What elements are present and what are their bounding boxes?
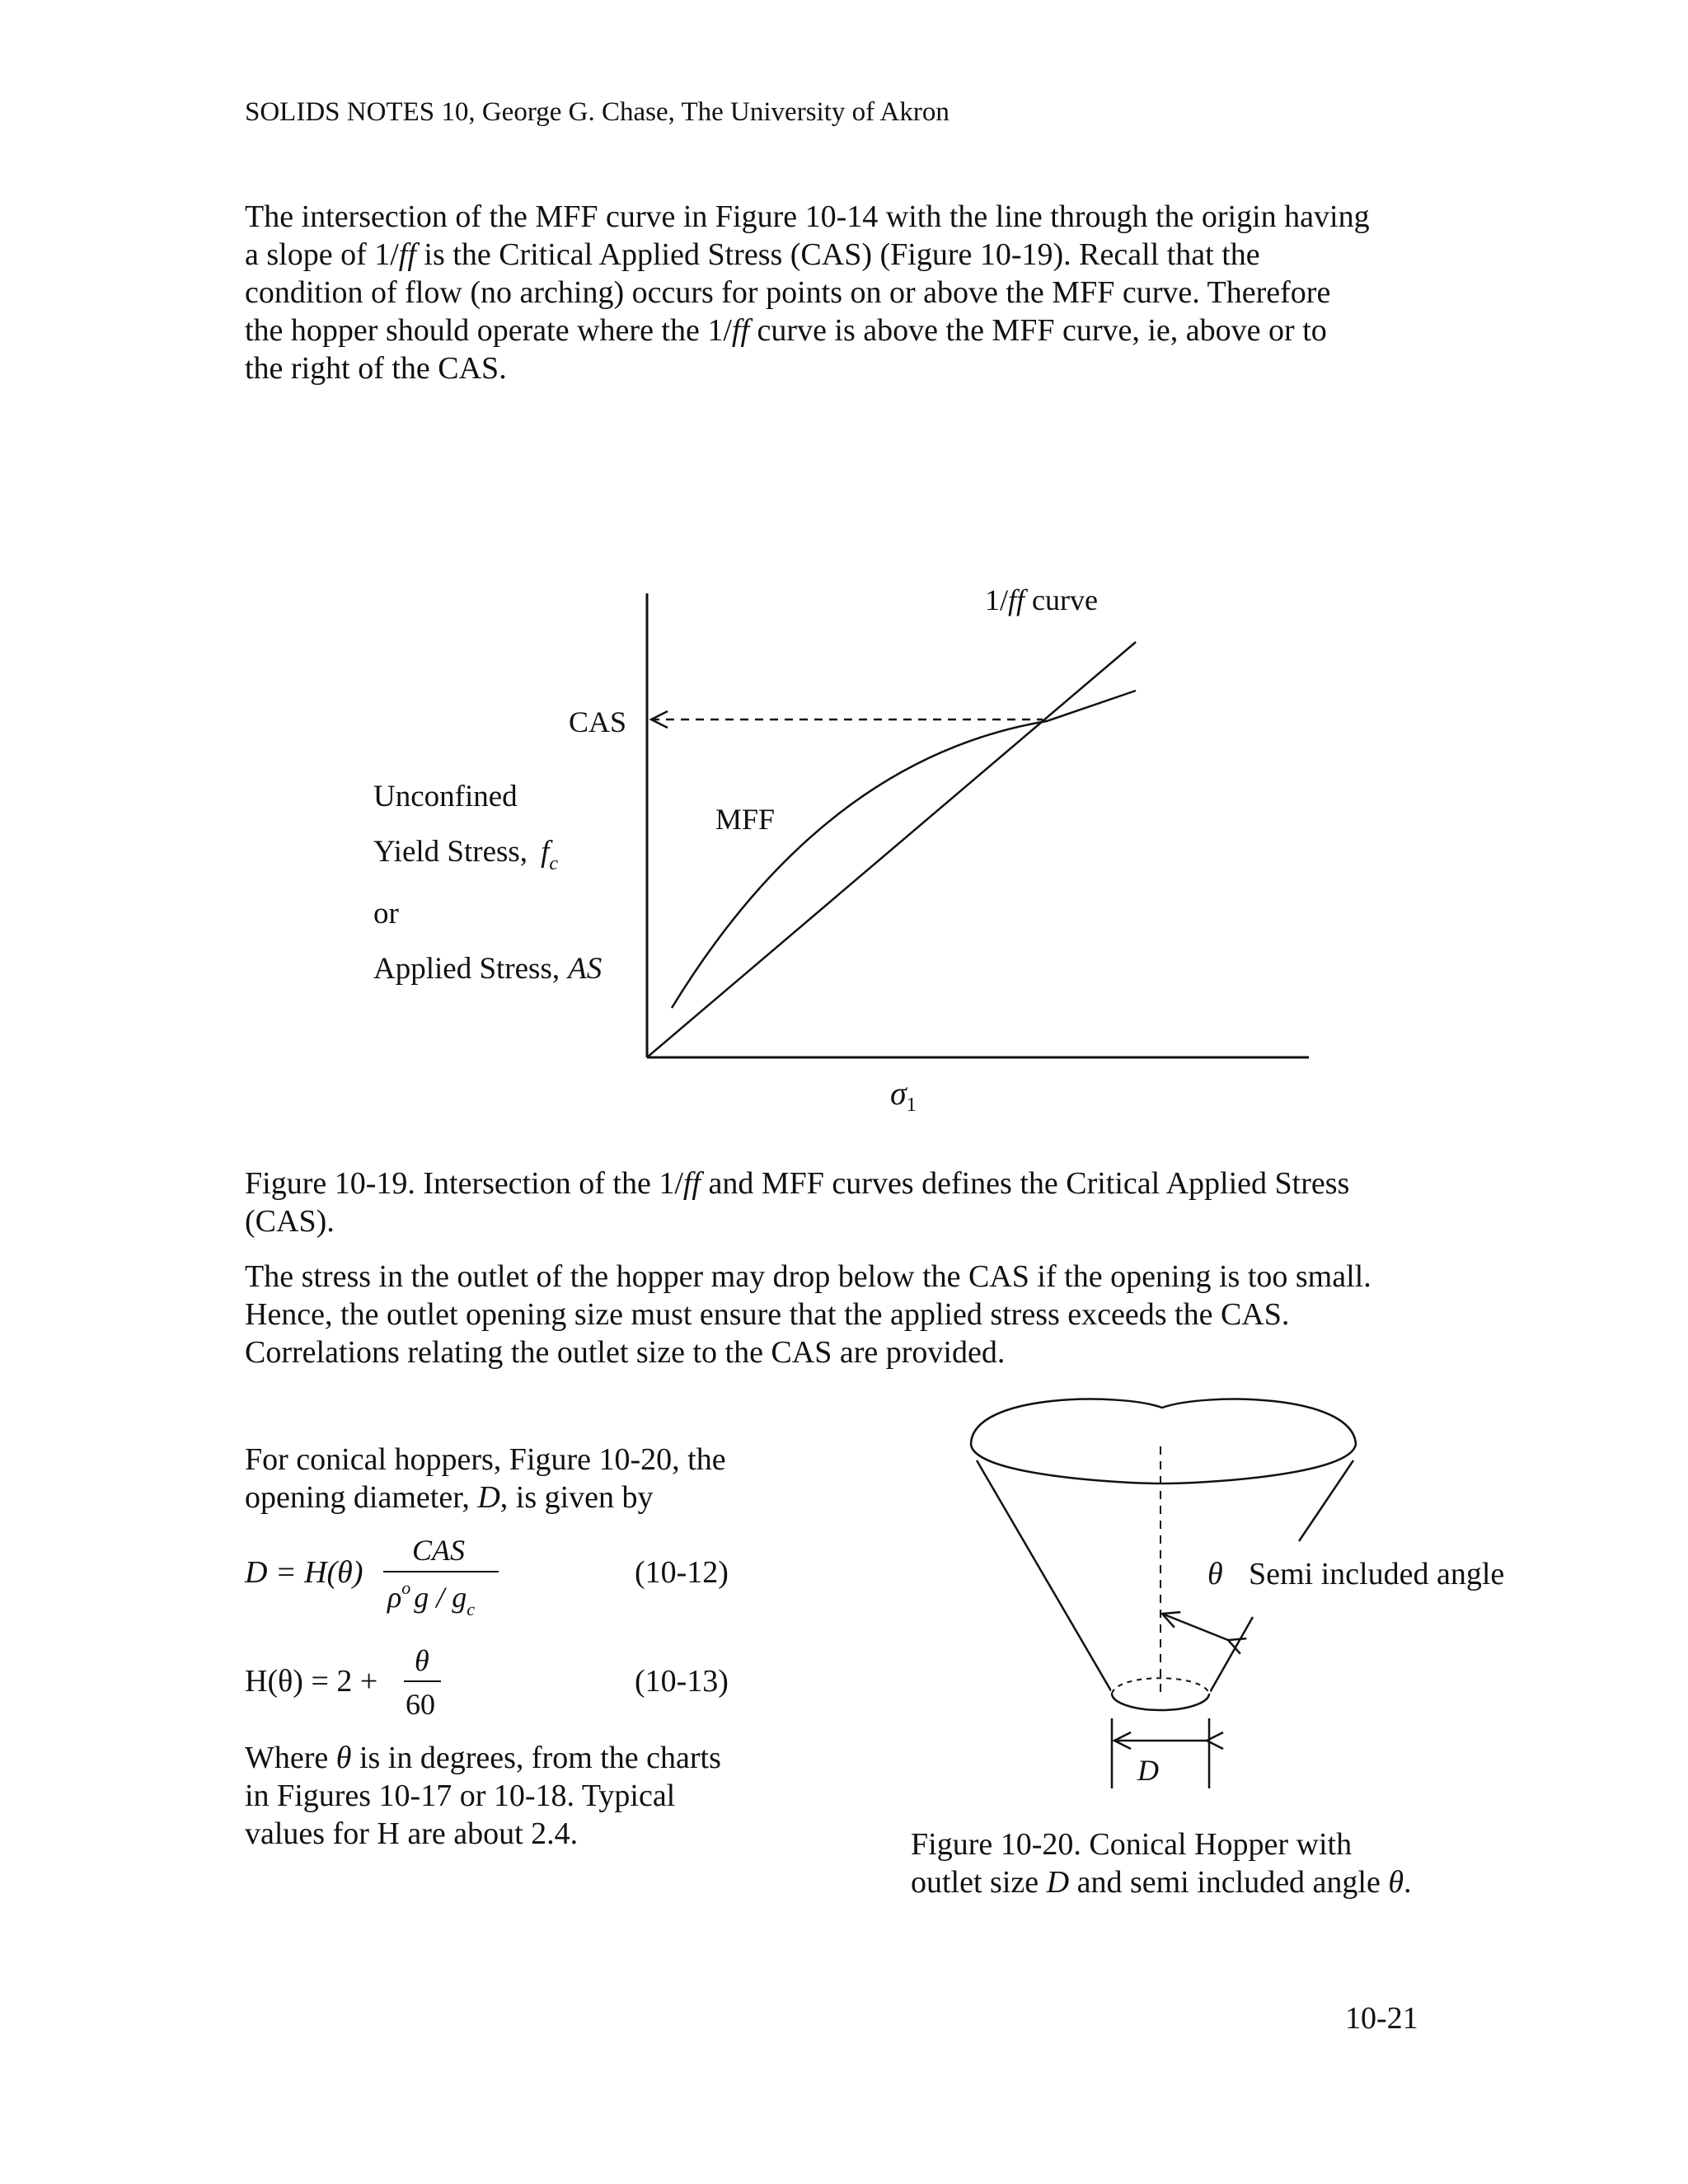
y-axis-label-line: Applied Stress, AS [373,952,603,986]
y-axis-label-line: Yield Stress, $f_c$ [373,835,558,874]
angle-arrow [1162,1614,1228,1640]
angle-theta-symbol: θ [1207,1557,1223,1591]
angle-label: Semi included angle [1249,1557,1505,1591]
caption-line: Figure 10-19. Intersection of the 1/ff and MFF curves defines the Critical Applied Stress [245,1166,1350,1201]
eq1-numerator: CAS [412,1534,466,1567]
equation-10-12 [244,1534,729,1619]
where-line: Where θ is in degrees, from the charts [245,1741,721,1775]
conical-paragraph [245,1441,822,1516]
hopper-top-rim [971,1399,1356,1483]
page-number: 10-21 [1345,2001,1418,2036]
intro-line: the right of the CAS. [245,351,507,386]
intro-line: The intersection of the MFF curve in Figure 10-14 with the line through the origin having [245,199,1370,234]
cas-label: CAS [569,705,627,738]
hopper-left-wall [977,1460,1113,1694]
ff-line [647,642,1136,1057]
eq2-lhs: H(θ) = 2 + [245,1664,378,1699]
d-label: D [1137,1754,1159,1787]
eq1-lhs: D = H(θ) [245,1555,363,1590]
outlet-paragraph [245,1258,1465,1371]
x-axis-label: $\sigma_1$ [890,1075,917,1116]
intro-line: condition of flow (no arching) occurs for points on or above the MFF curve. Therefore [245,275,1331,310]
eq2-number: (10-13) [635,1664,729,1699]
conical-line: For conical hoppers, Figure 10-20, the [245,1442,726,1477]
outlet-line: The stress in the outlet of the hopper may drop below the CAS if the opening is too small. [245,1259,1372,1294]
figure-10-20-hopper [971,1399,1504,1788]
hopper-right-wall [1299,1460,1353,1541]
where-line: values for H are about 2.4. [245,1816,579,1851]
page-header: SOLIDS NOTES 10, George G. Chase, The University of Akron [245,97,950,127]
where-line: in Figures 10-17 or 10-18. Typical [245,1779,676,1813]
ff-curve-label: 1/ff curve [985,583,1098,616]
outlet-line: Hence, the outlet opening size must ensure that the applied stress exceeds the CAS. [245,1297,1290,1332]
hopper-right-wall-lower [1209,1617,1253,1694]
y-axis-label-line: or [373,897,399,930]
y-axis-label-line: Unconfined [373,780,518,813]
conical-line: opening diameter, D, is given by [245,1480,654,1515]
figure-10-19-caption [245,1165,1465,1240]
equation-10-13 [245,1644,729,1721]
caption-line: (CAS). [245,1204,335,1239]
eq1-denominator: $\rho^o$ g / $g_c$ [387,1577,476,1619]
where-paragraph [245,1739,822,1853]
mff-label: MFF [715,803,776,836]
mff-curve [672,691,1136,1008]
caption-line: Figure 10-20. Conical Hopper with [911,1827,1353,1862]
eq2-denominator: 60 [406,1688,435,1721]
figure-10-20-caption [911,1825,1488,1901]
eq1-number: (10-12) [635,1555,729,1590]
eq2-numerator: θ [415,1644,429,1677]
intro-line: the hopper should operate where the 1/ff curve is above the MFF curve, ie, above or to [245,313,1327,348]
figure-10-19 [373,583,1309,1116]
outlet-line: Correlations relating the outlet size to the CAS are provided. [245,1335,1006,1370]
caption-line: outlet size D and semi included angle θ. [911,1865,1412,1900]
intro-line: a slope of 1/ff is the Critical Applied Stress (CAS) (Figure 10-19). Recall that the [245,237,1260,272]
